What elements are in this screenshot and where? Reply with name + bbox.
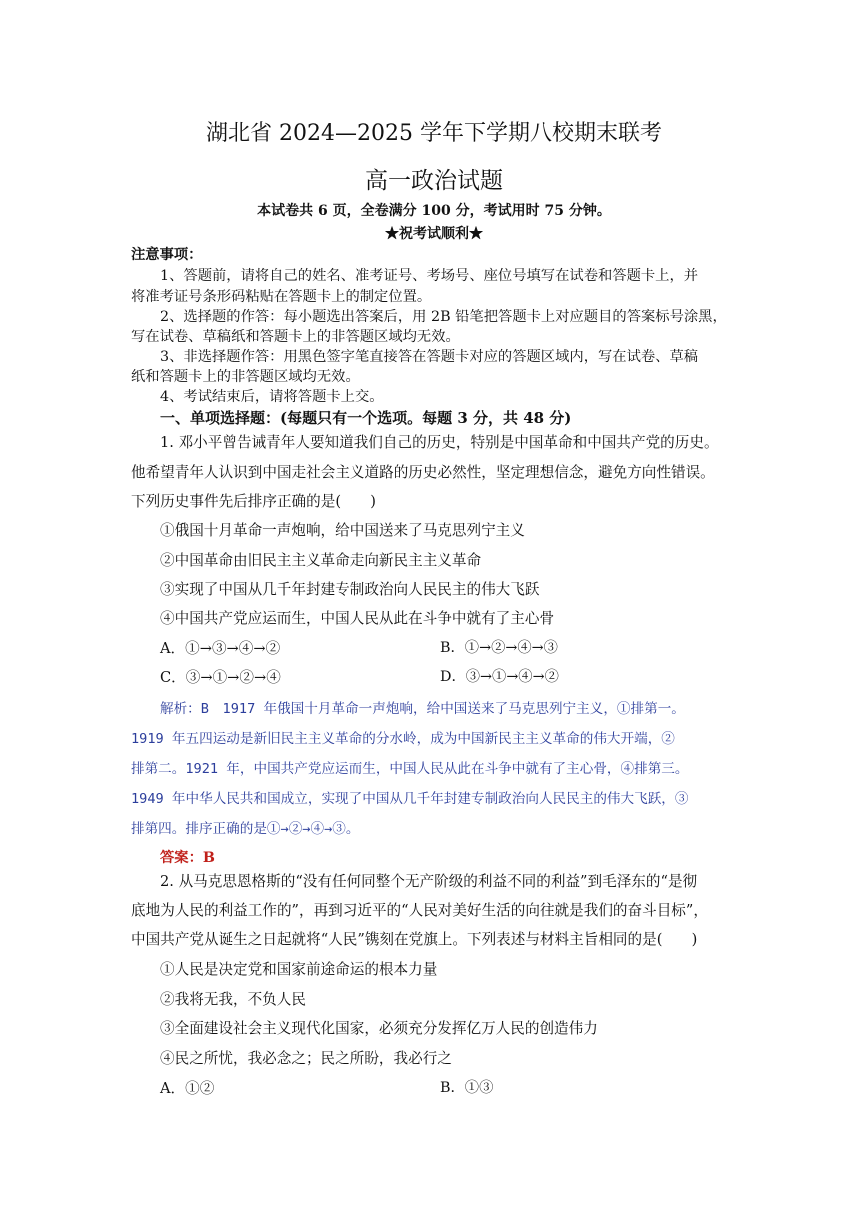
analysis-line: 1919 年五四运动是新旧民主主义革命的分水岭，成为中国新民主主义革命的伟大开端，② [131,731,675,747]
analysis-line: 解析：B 1917 年俄国十月革命一声炮响，给中国送来了马克思列宁主义，①排第一。 [160,701,685,717]
option-d: D．③→①→④→② [440,669,559,685]
notice-heading: 注意事项： [131,247,203,263]
question-stem-line: 2. 从马克思恩格斯的“没有任何同整个无产阶级的利益不同的利益”到毛泽东的“是彻 [160,873,698,890]
question-item: ③全面建设社会主义现代化国家，必须充分发挥亿万人民的创造伟力 [160,1020,598,1037]
question-item: ③实现了中国从几千年封建专制政治向人民民主的伟大飞跃 [160,581,540,598]
question-item: ①俄国十月革命一声炮响，给中国送来了马克思列宁主义 [160,522,525,539]
question-stem-line: 1. 邓小平曾告诫青年人要知道我们自己的历史，特别是中国革命和中国共产党的历史。 [160,434,719,451]
option-b: B．①→②→④→③ [440,640,558,656]
exam-wish: ★祝考试顺利★ [385,226,483,242]
analysis-line: 排第四。排序正确的是①→②→④→③。 [131,821,360,837]
option-c: C．③→①→②→④ [160,669,281,686]
question-stem-line: 他希望青年人认识到中国走社会主义道路的历史必然性，坚定理想信念，避免方向性错误。 [131,464,715,481]
option-a: A．①② [160,1080,215,1097]
notice-line: 写在试卷、草稿纸和答题卡上的非答题区域均无效。 [131,329,460,345]
notice-line: 4、考试结束后，请将答题卡上交。 [160,389,384,405]
exam-info: 本试卷共 6 页，全卷满分 100 分，考试用时 75 分钟。 [257,203,611,219]
section-heading: 一、单项选择题：(每题只有一个选项。每题 3 分，共 48 分) [160,409,572,427]
question-item: ④民之所忧，我必念之；民之所盼，我必行之 [160,1050,452,1067]
question-item: ④中国共产党应运而生，中国人民从此在斗争中就有了主心骨 [160,610,555,627]
analysis-line: 排第二。1921 年，中国共产党应运而生，中国人民从此在斗争中就有了主心骨，④排第三。 [131,761,689,777]
analysis-line: 1949 年中华人民共和国成立，实现了中国从几千年封建专制政治向人民民主的伟大飞跃，③ [131,791,689,807]
notice-line: 纸和答题卡上的非答题区域均无效。 [131,369,360,385]
exam-subtitle: 高一政治试题 [365,168,503,194]
question-stem-line: 底地为人民的利益工作的”，再到习近平的“人民对美好生活的向往就是我们的奋斗目标”， [131,902,708,919]
option-b: B．①③ [440,1080,494,1096]
answer-label: 答案：B [160,850,215,866]
question-item: ①人民是决定党和国家前途命运的根本力量 [160,961,438,978]
question-stem-line: 中国共产党从诞生之日起就将“人民”镌刻在党旗上。下列表述与材料主旨相同的是( ) [131,931,698,948]
question-item: ②中国革命由旧民主主义革命走向新民主主义革命 [160,552,482,569]
exam-title: 湖北省 2024—2025 学年下学期八校期末联考 [206,121,662,146]
question-stem-line: 下列历史事件先后排序正确的是( ) [131,493,376,510]
notice-line: 3、非选择题作答：用黑色签字笔直接答在答题卡对应的答题区域内，写在试卷、草稿 [160,349,699,365]
notice-line: 2、选择题的作答：每小题选出答案后，用 2B 铅笔把答题卡上对应题目的答案标号涂黑， [160,309,727,325]
notice-line: 1、答题前，请将自己的姓名、准考证号、考场号、座位号填写在试卷和答题卡上，并 [160,268,699,284]
question-item: ②我将无我，不负人民 [160,991,306,1008]
notice-line: 将准考证号条形码粘贴在答题卡上的制定位置。 [131,289,432,305]
option-a: A．①→③→④→② [160,640,281,657]
